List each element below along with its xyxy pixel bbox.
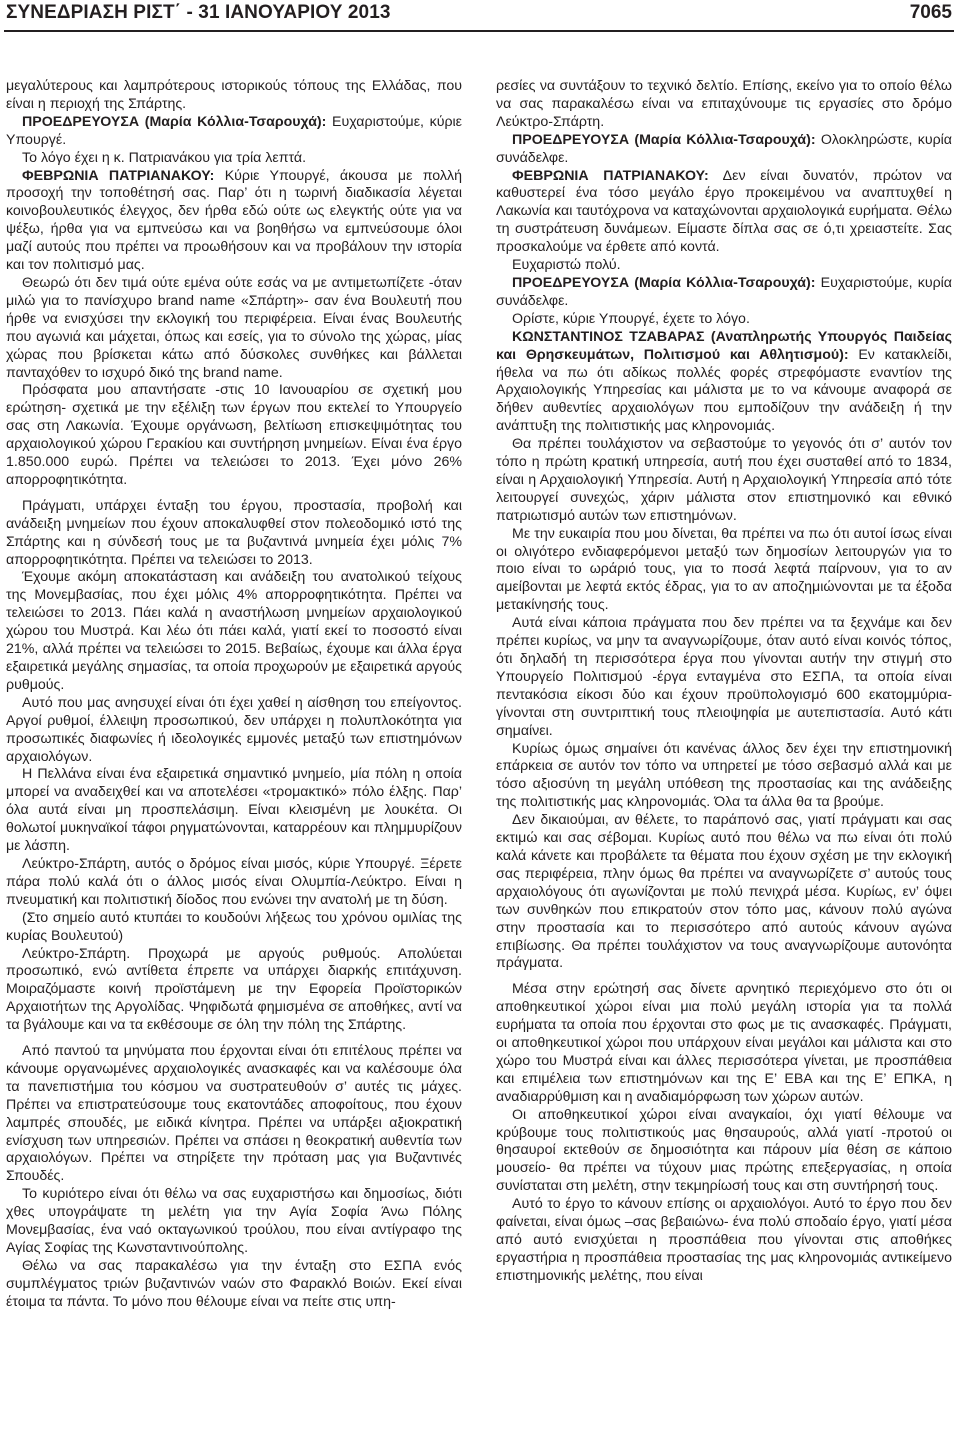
paragraph xyxy=(6,150,462,168)
paragraph xyxy=(6,766,462,856)
paragraph-text: Αυτό που μας ανησυχεί είναι ότι έχει χαθεί η αίσθηση του επείγοντος. Αργοί ρυθμοί, έλλειψη προσωπικού, δεν υπάρχει η πολυπλοκότητα για προσωπικές διαφωνίες ή ιδεολογικές εμμονές μεταξύ των επιστημόνων αρχαιολόγων. xyxy=(6,694,462,765)
paragraph-text: Θεωρώ ότι δεν τιμά ούτε εμένα ούτε εσάς να με αντιμετωπίζετε -όταν μιλώ για το πανίσχυρο brand name «Σπάρτη»- σαν ένα Βουλευτή που ήρθε να ενισχύσει την εκλογική του περιφέρεια. Είναι ένας Βουλευτής που αγωνιά και μάχεται, όπως και εσείς, για το σύνολο της χώρας, μίας χώρας που βρίσκεται κάτω από δύσκολες συνθήκες και βάλλεται πανταχόθεν το ισχυρό δικό της brand name. xyxy=(6,274,462,381)
speaker-name: ΦΕΒΡΩΝΙΑ ΠΑΤΡΙΑΝΑΚΟΥ: xyxy=(512,167,709,184)
paragraph-text: Θα πρέπει τουλάχιστον να σεβαστούμε το γεγονός ότι σ’ αυτόν τον τόπο η πρώτη κρατική υπηρεσία, αυτή που έχει συσταθεί από το 1834, είναι η Αρχαιολογική Υπηρεσία. Αυτή η Αρχαιολογική Υπηρεσία από τότε λειτουργεί συνεχώς, χάριν μάλιστα στον επιστημονικό και εθνικό πατριωτισμό αυτών των επιστημόνων. xyxy=(496,436,952,524)
paragraph-text: Ευχαριστούμε, κυρία συνάδελφε. xyxy=(496,274,952,309)
paragraph xyxy=(6,382,462,489)
paragraph-text: Δεν είναι δυνατόν, πρώτον να καθυστερεί ένα τόσο μεγάλο έργο προκειμένου να αναπτυχθεί η Λακωνία και ταυτόχρονα να καταχώνονται αρχαιολογικά ευρήματα. Θέλω τη συστράτευση δυνάμεων. Είμαστε δίπλα σας σε ό,τι χρειαστείτε. Σας προσκαλούμε να έρθετε από κοντά. xyxy=(496,167,952,256)
paragraph xyxy=(496,275,952,311)
paragraph xyxy=(6,78,462,114)
speaker-name: ΠΡΟΕΔΡΕΥΟΥΣΑ (Μαρία Κόλλια-Τσαρουχά): xyxy=(22,113,327,130)
paragraph xyxy=(496,78,952,132)
paragraph-text: Έχουμε ακόμη αποκατάσταση και ανάδειξη του ανατολικού τείχους της Μονεμβασίας, που έχει μόλις 4% απορροφητικότητα. Πρέπει να τελειώσει το 2013. Πάει καλά η αναστήλωση μνημείων αρχαιολογικού χώρου του Μυστρά. Και λέω ότι πάει καλά, γιατί εκεί το ποσοστό είναι 21%, αλλά πρέπει να τελειώσει το 2015. Βεβαίως, έχουμε και άλλα έργα εξαιρετικά μεγάλης σημασίας, τα οποία προχωρούν με εξαιρετικά αργούς ρυθμούς. xyxy=(6,569,462,693)
speaker-name: ΚΩΝΣΤΑΝΤΙΝΟΣ ΤΖΑΒΑΡΑΣ (Αναπληρωτής Υπουργός Παιδείας και Θρησκευμάτων, Πολιτισμού και Αθλητισμού): xyxy=(496,328,952,363)
paragraph xyxy=(6,910,462,946)
paragraph-text: Ευχαριστώ πολύ. xyxy=(512,257,621,274)
paragraph xyxy=(6,168,462,275)
paragraph xyxy=(6,1043,462,1186)
paragraph-text: Οι αποθηκευτικοί χώροι είναι αναγκαίοι, όχι γιατί θέλουμε να κρύβουμε τους πολιτιστικούς μας θησαυρούς, αλλά γιατί -προτού οι θησαυροί εκτεθούν σε δημοσιότητα και πάρουν μία θέση σε κάποιο μουσείο- θα πρέπει να τύχουν μιας πρώτης επεξεργασίας, η οποία συνίσταται στη μελέτη, στην τεκμηρίωσή τους και στη συντήρησή τους. xyxy=(496,1106,952,1195)
paragraph-text: Αυτά είναι κάποια πράγματα που δεν πρέπει να τα ξεχνάμε και δεν πρέπει κυρίως, να μην τα αναγνωρίζουμε, όταν αυτό είναι κοινός τόπος, ότι δηλαδή τη περισσότερα έργα που γίνονται αυτήν την στιγμή στο Υπουργείο Πολιτισμού -έργα ενταγμένα στο ΕΣΠΑ, τα οποία είναι πεντακόσια είκοσι δύο και έχουν προϋπολογισμό 600 εκατομμύρια- γίνονται στη συντριπτική τους πλειοψηφία με αυτεπιστασία. Αυτό κάτι σημαίνει. xyxy=(496,615,952,739)
paragraph xyxy=(496,329,952,436)
paragraph xyxy=(6,275,462,382)
paragraph-text: Ολοκληρώστε, κυρία συνάδελφε. xyxy=(496,131,952,166)
paragraph-text: μεγαλύτερους και λαμπρότερους ιστορικούς τόπους της Ελλάδας, που είναι η περιοχή της Σπάρτης. xyxy=(6,78,462,112)
paragraph-text: Λεύκτρο-Σπάρτη. Προχωρά με αργούς ρυθμούς. Απολύεται προσωπικό, ενώ αντίθετα έπρεπε να υπάρχει διαρκής επιτάχυνση. Μοιραζόμαστε κοινή προϊστάμενη με την Εφορεία Προϊστορικών Αρχαιοτήτων της Αργολίδας. Ψηφιδωτά φημισμένα σε αποθήκες, αντί να τα βγάλουμε και να τα εκθέσουμε σε όλη την πόλη της Σπάρτης. xyxy=(6,945,462,1034)
paragraph xyxy=(6,498,462,570)
paragraph-text: Θέλω να σας παρακαλέσω για την ένταξη στο ΕΣΠΑ ενός συμπλέγματος τριών βυζαντινών ναών στο Φαρακλό Βοιών. Εκεί είναι έτοιμα τα πάντα. Το μόνο που θέλουμε είναι να πείτε στις υπη- xyxy=(6,1257,462,1310)
paragraph xyxy=(6,946,462,1036)
speaker-name: ΠΡΟΕΔΡΕΥΟΥΣΑ (Μαρία Κόλλια-Τσαρουχά): xyxy=(512,131,816,148)
paragraph xyxy=(496,741,952,813)
paragraph xyxy=(496,1107,952,1197)
paragraph xyxy=(496,168,952,258)
paragraph-text: Ορίστε, κύριε Υπουργέ, έχετε το λόγο. xyxy=(512,310,750,327)
paragraph xyxy=(6,695,462,767)
paragraph-text: (Στο σημείο αυτό κτυπάει το κουδούνι λήξεως του χρόνου ομιλίας της κυρίας Βουλευτού) xyxy=(6,909,462,944)
session-title: ΣΥΝΕΔΡΙΑΣΗ ΡΙΣΤ΄ - 31 ΙΑΝΟΥΑΡΙΟΥ 2013 xyxy=(6,2,391,23)
header-rule xyxy=(4,30,954,32)
paragraph xyxy=(496,981,952,1106)
paragraph-text: Με την ευκαιρία που μου δίνεται, θα πρέπει να πω ότι αυτοί ίσως είναι οι ολιγότερο ενδιαφερόμενοι μεταξύ των δημοσίων λειτουργών για το ποιο είναι το ωράριό τους, για το ποσά λεφτά παίρνουν, για το αν αμείβονται με λεφτά εκτός έδρας, για το αν αποζημιώνονται με τα έξοδα μετακίνησής τους. xyxy=(496,525,952,614)
paragraph-text: Το κυριότερο είναι ότι θέλω να σας ευχαριστήσω και δημοσίως, διότι χθες υπογράψατε τη μελέτη για την Αγία Σοφία Άνω Πόλης Μονεμβασίας, ένα ναό οκταγωνικού τρούλου, που είναι αντίγραφο της Αγίας Σοφίας της Κωνσταντινούπολης. xyxy=(6,1186,462,1256)
paragraph xyxy=(6,856,462,910)
paragraph-text: Κυρίως όμως σημαίνει ότι κανένας άλλος δεν έχει την επιστημονική επάρκεια σε αυτόν τον τόπο να υπηρετεί με τόσο σεβασμό αλλά και με τόσο αξιοσύνη τη μεγάλη υπόθεση της προστασίας και της ανάδειξης της πολιτιστικής μας κληρονομιάς. Όλα τα άλλα θα τα βρούμε. xyxy=(496,740,952,811)
paragraph xyxy=(6,569,462,694)
paragraph-text: Πρόσφατα μου απαντήσατε -στις 10 Ιανουαρίου σε σχετική μου ερώτηση- σχετικά με την εξέλιξη των έργων που εκτελεί το Υπουργείο σας στη Λακωνία. Έχουμε οργάνωση, βελτίωση επισκεψιμότητας του αρχαιολογικού χώρου Γερακίου και συντήρηση μνημείων. Είναι ένα έργο 1.850.000 ευρώ. Πρέπει να τελειώσει το 2013. Έχει μόνο 26% απορροφητικότητα. xyxy=(6,382,462,488)
page-header xyxy=(6,0,952,28)
paragraph xyxy=(496,1196,952,1286)
right-column xyxy=(496,78,952,1286)
speaker-name: ΠΡΟΕΔΡΕΥΟΥΣΑ (Μαρία Κόλλια-Τσαρουχά): xyxy=(512,274,816,291)
paragraph-text: Πράγματι, υπάρχει ένταξη του έργου, προστασία, προβολή και ανάδειξη μνημείων που έχουν αποκαλυφθεί στον πολεοδομικό ιστό της Σπάρτης και η σύνδεσή τους με τα βυζαντινά μνημεία έχει μόλις 7% απορροφητικότητα. Πρέπει να τελειώσει το 2013. xyxy=(6,497,462,568)
paragraph-text: Δεν δικαιούμαι, αν θέλετε, το παράπονό σας, γιατί πράγματι και σας εκτιμώ και σας σέβομαι. Κυρίως αυτό που θέλω να πω είναι ότι πολύ καλά κάνετε και προβάλετε τα θέματα που έχουν σχέση με την εκλογική σας περιφέρεια, πλην όμως θα πρέπει να αναγνωρίζετε σ’ αυτούς τους αρχαιολόγους ότι αγωνίζονται με πολύ πενιχρά μέσα. Κυρίως, εν’ όψει των συνθηκών που επικρατούν στον τόπο μας, κάνουν πολύ αγώνα στην προστασία και το περισσότερο από αυτούς κάνουν αγώνα επιβίωσης. Θα πρέπει τουλάχιστον να τους αναγνωρίζουμε αυτονόητα πράγματα. xyxy=(496,812,952,972)
paragraph-text: Εν κατακλείδι, ήθελα να πω ότι αδίκως πολλές φορές στρεφόμαστε εναντίον της Αρχαιολογικής Υπηρεσίας και μάλιστα με το να κάνουμε αναφορά σε δήθεν αυθεντίες αρχαιολόγων που εμποδίζουν την ανάδειξη ή την ανάπτυξη της πολιτιστικής μας κληρονομιάς. xyxy=(496,346,952,435)
paragraph-text: Κύριε Υπουργέ, άκουσα με πολλή προσοχή την τοποθέτησή σας. Παρ’ ότι η τωρινή διαδικασία λέγεται κοινοβουλευτικός έλεγχος, δεν ήρθα εδώ ούτε ως ελεγκτής ούτε για να ψέξω, ήρθα για να εμπνεύσω και να βοηθήσω να εμπνεύσουμε όλοι μαζί αυτούς που πρέπει να προωθήσουν και να προβάλουν την ιστορία και τον πολιτισμό μας. xyxy=(6,167,462,274)
left-column xyxy=(6,78,462,1312)
page-number: 7065 xyxy=(909,2,952,23)
paragraph-text: Η Πελλάνα είναι ένα εξαιρετικά σημαντικό μνημείο, μία πόλη η οποία μπορεί να αναδειχθεί και να αποτελέσει «τρομακτικό» πόλο έλξης. Παρ’ όλα αυτά είναι μη προσπελάσιμη. Είναι κλεισμένη με λουκέτα. Οι θολωτοί μυκηναϊκοί τάφοι ρηγματώνονται, καταρρέουν και πλημμυρίζουν με λάσπη. xyxy=(6,766,462,855)
paragraph-text: Λεύκτρο-Σπάρτη, αυτός ο δρόμος είναι μισός, κύριε Υπουργέ. Ξέρετε πάρα πολύ καλά ότι ο άλλος μισός είναι Ολυμπία-Λεύκτρο. Είναι η πνευματική και πολιτιστική δίοδος που ενώνει την ανατολή με τη δύση. xyxy=(6,855,462,908)
paragraph-text: Από παντού τα μηνύματα που έρχονται είναι ότι επιτέλους πρέπει να κάνουμε οργανωμένες αρχαιολογικές ανασκαφές και να καλέσουμε όλα τα πανεπιστήμια του κόσμου να συστρατευθούν σ’ αυτές τις μάχες. Πρέπει να επιστρατεύσουμε τους εκατοντάδες αποφοίτους, που έχουν λαμπρές σπουδές, με ειδικά κίνητρα. Πρέπει να υπάρξει αξιοκρατική ενίσχυση των υπηρεσιών. Πρέπει να σπάσει η θεοκρατική αυθεντία των αρχαιολόγων. Πρέπει να στηρίξετε την πρόταση μας για Βυζαντινές Σπουδές. xyxy=(6,1043,462,1185)
paragraph xyxy=(496,436,952,526)
speaker-name: ΦΕΒΡΩΝΙΑ ΠΑΤΡΙΑΝΑΚΟΥ: xyxy=(22,167,215,184)
paragraph-text: Ευχαριστούμε, κύριε Υπουργέ. xyxy=(6,113,462,148)
paragraph xyxy=(496,311,952,329)
paragraph xyxy=(496,526,952,616)
paragraph xyxy=(6,1258,462,1312)
paragraph-text: Μέσα στην ερώτησή σας δίνετε αρνητικό περιεχόμενο στο ότι οι αποθηκευτικοί χώροι είναι μια πολύ μεγάλη ιστορία για τα πολλά ευρήματα τα οποία που έρχονται στο φως με τις ανασκαφές. Πράγματι, οι αποθηκευτικοί χώροι που υπάρχουν είναι μεγάλοι και μάλιστα και στο χώρο του Μυστρά είναι και άλλες περισσότερα γίνεται, με προσπάθεια και επιμέλεια των επιστημόνων και της Ε’ ΕΒΑ και της Ε’ ΕΠΚΑ, η αναδιαρρύθμιση και η αναδιαμόρφωση των χώρων αυτών. xyxy=(496,981,952,1105)
paragraph xyxy=(496,812,952,973)
paragraph xyxy=(6,114,462,150)
paragraph xyxy=(496,132,952,168)
paragraph xyxy=(496,615,952,740)
paragraph xyxy=(496,257,952,275)
paragraph xyxy=(6,1186,462,1258)
paragraph-text: ρεσίες να συντάξουν το τεχνικό δελτίο. Επίσης, εκείνο για το οποίο θέλω να σας παρακαλέσω είναι να επιταχύνουμε τις εργασίες στο δρόμο Λεύκτρο-Σπάρτη. xyxy=(496,78,952,130)
paragraph-text: Το λόγο έχει η κ. Πατριανάκου για τρία λεπτά. xyxy=(22,149,307,166)
paragraph-text: Αυτό το έργο το κάνουν επίσης οι αρχαιολόγοι. Αυτό το έργο που δεν φαίνεται, είναι όμως –σας βεβαιώνω- ένα πολύ σποδαίο έργο, γιατί μέσα από αυτό ενισχύεται η προσπάθεια που γίνονται στις αποθήκες εργαστήρια η προσπάθεια προστασίας της μας κληρονομιάς αντικείμενο επιστημονικής μελέτης, που είναι xyxy=(496,1196,952,1284)
